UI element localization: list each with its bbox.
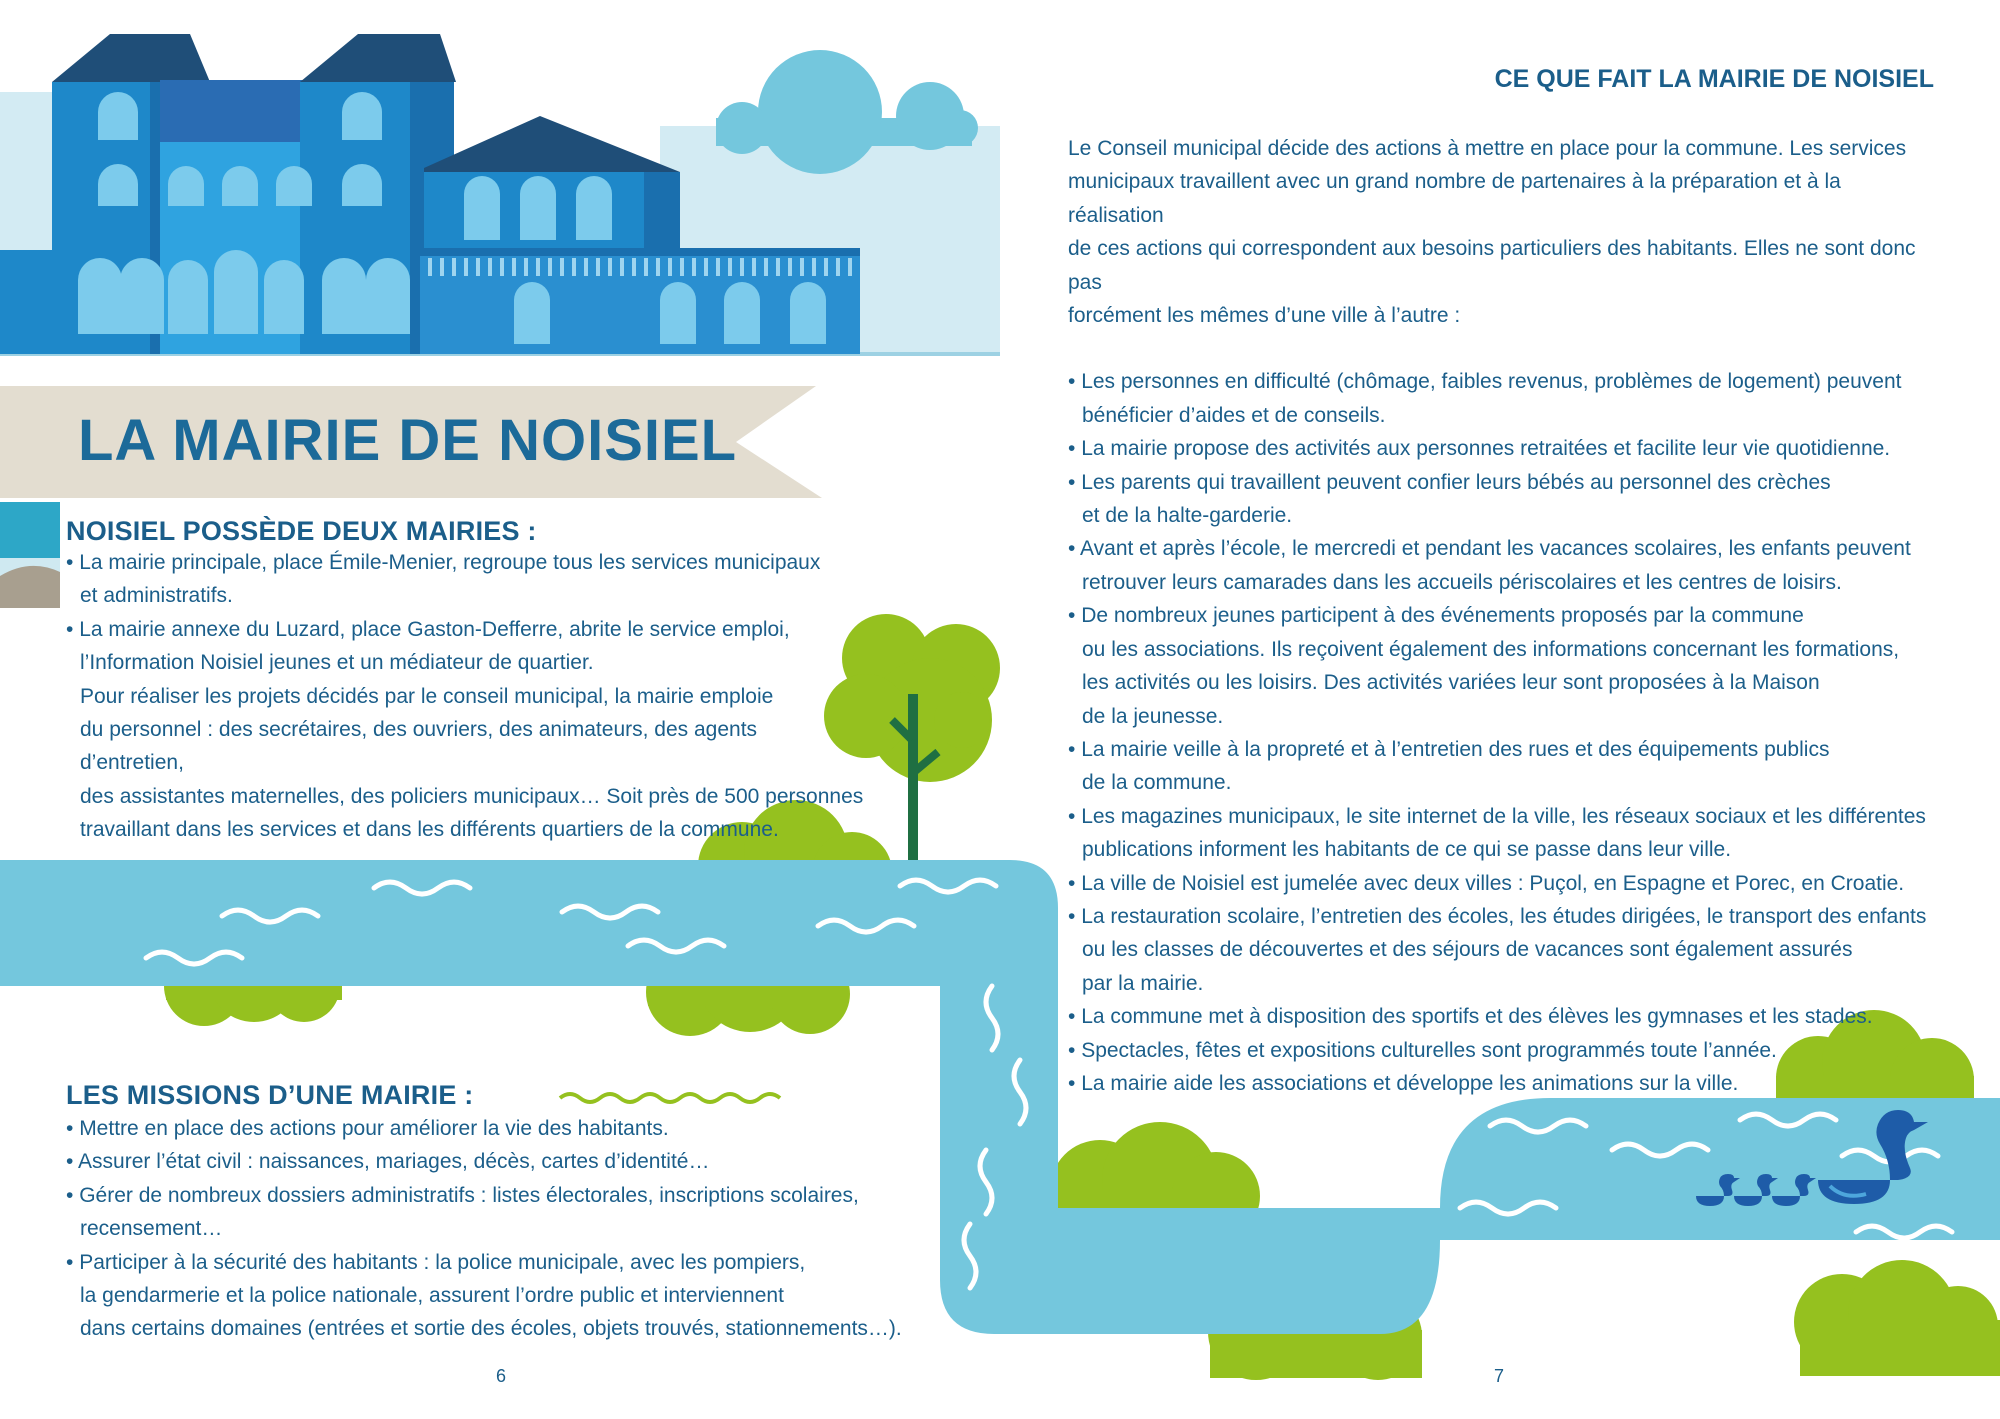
- list-item: • La restauration scolaire, l’entretien des écoles, les études dirigées, le transport des enfants ou les classes de découvertes et des séjours de vacances sont également assurés par la mairie.: [1068, 904, 1927, 995]
- section-two-town-halls: [66, 514, 866, 847]
- bush-icon: [1794, 1260, 2000, 1376]
- page-title: LA MAIRIE DE NOISIEL: [78, 408, 738, 473]
- list-item: • Les parents qui travaillent peuvent confier leurs bébés au personnel des crèches et de la halte-garderie.: [1068, 470, 1831, 528]
- list-item: • La mairie annexe du Luzard, place Gaston-Defferre, abrite le service emploi, l’Information Noisiel jeunes et un médiateur de quartier.: [66, 617, 790, 675]
- staff-paragraph: Pour réaliser les projets décidés par le conseil municipal, la mairie emploie du personnel : des secrétaires, des ouvriers, des animateurs, des agents d’entretien, des assistantes maternelles, des policiers municipaux… Soit près de 500 personnes travaillant dans les services et dans les différents quartiers de la commune.: [80, 684, 864, 842]
- list-item: • La mairie propose des activités aux personnes retraitées et facilite leur vie quotidienne.: [1068, 437, 1891, 461]
- list-item: • La ville de Noisiel est jumelée avec deux villes : Puçol, en Espagne et Porec, en Croatie.: [1068, 871, 1905, 895]
- list-item: • La mairie principale, place Émile-Menier, regroupe tous les services municipaux et administratifs.: [66, 551, 821, 608]
- section-missions: [66, 1078, 926, 1346]
- section-title: CE QUE FAIT LA MAIRIE DE NOISIEL: [1494, 65, 1934, 93]
- list-item: • Les magazines municipaux, le site internet de la ville, les réseaux sociaux et les différentes publications informent les habitants de ce qui se passe dans leur ville.: [1068, 804, 1926, 862]
- list-item: • Assurer l’état civil : naissances, mariages, décès, cartes d’identité…: [66, 1150, 710, 1174]
- list-item: • Gérer de nombreux dossiers administratifs : listes électorales, inscriptions scolaires, recensement…: [66, 1183, 859, 1241]
- list-item: • Les personnes en difficulté (chômage, faibles revenus, problèmes de logement) peuvent bénéficier d’aides et de conseils.: [1068, 370, 1902, 427]
- list-item: • La mairie aide les associations et développe les animations sur la ville.: [1068, 1071, 1739, 1095]
- list-item: • La mairie veille à la propreté et à l’entretien des rues et des équipements publics de la commune.: [1068, 737, 1830, 795]
- list-item: • Participer à la sécurité des habitants : la police municipale, avec les pompiers, la gendarmerie et la police nationale, assurent l’ordre public et interviennent dans certains domaines (entrées et sortie des écoles, objets trouvés, stationnements…).: [66, 1250, 902, 1341]
- list-item: • Avant et après l’école, le mercredi et pendant les vacances scolaires, les enfants peuvent retrouver leurs camarades dans les accueils périscolaires et les centres de loisirs.: [1068, 537, 1911, 594]
- list-item: • Mettre en place des actions pour améliorer la vie des habitants.: [66, 1117, 669, 1140]
- list-item: • La commune met à disposition des sportifs et des élèves les gymnases et les stades.: [1068, 1005, 1873, 1029]
- list-item: • Spectacles, fêtes et expositions culturelles sont programmés toute l’année.: [1068, 1038, 1777, 1062]
- list-item: • De nombreux jeunes participent à des événements proposés par la commune ou les associations. Ils reçoivent également des informations concernant les formations, les activités ou les loisirs. Des activités variées leur sont proposées à la Maison de la jeunesse.: [1068, 604, 1900, 728]
- section-heading: NOISIEL POSSÈDE DEUX MAIRIES :: [66, 516, 537, 546]
- right-page-body: [1068, 132, 1934, 1100]
- page-number: 7: [1494, 1366, 1505, 1386]
- section-heading: LES MISSIONS D’UNE MAIRIE :: [66, 1080, 474, 1110]
- intro-paragraph: Le Conseil municipal décide des actions à mettre en place pour la commune. Les services municipaux travaillent avec un grand nombre de partenaires à la préparation et à la réalisation de ces actions qui correspondent aux besoins particuliers des habitants. Elles ne sont donc pas forcément les mêmes d’une ville à l’autre :: [1068, 137, 1916, 328]
- page-number: 6: [496, 1366, 507, 1386]
